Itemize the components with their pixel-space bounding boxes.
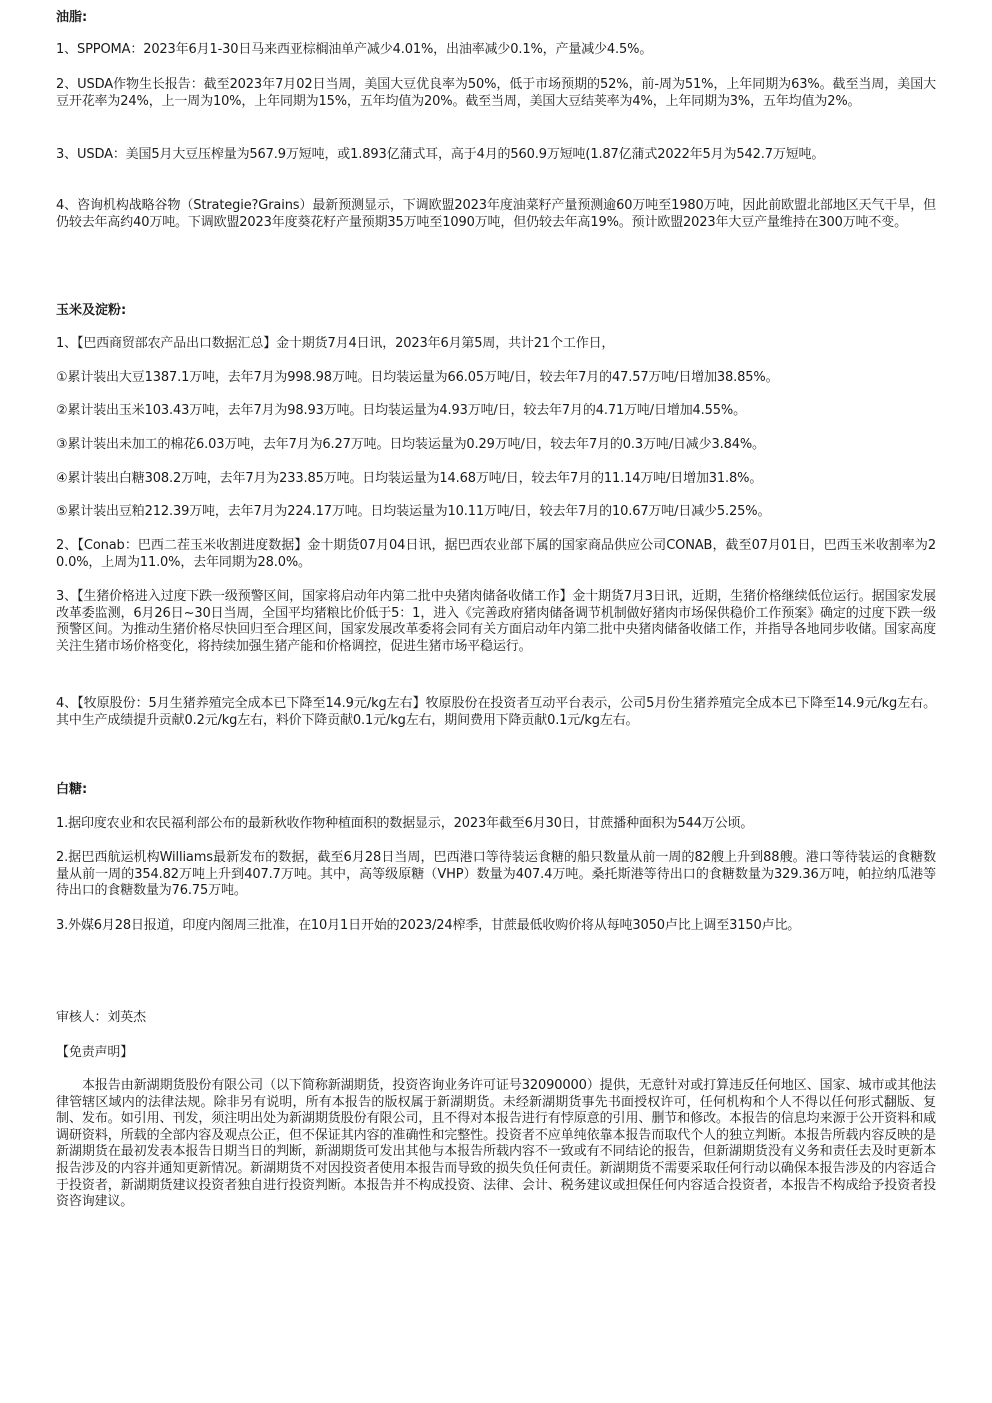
corn-sub-soybean: ①累计装出大豆1387.1万吨，去年7月为998.98万吨。日均装运量为66.05万吨/日，较去年7月的47.57万吨/日增加38.85%。 [56,370,779,385]
corn-sub-corn: ②累计装出玉米103.43万吨，去年7月为98.93万吨。日均装运量为4.93万吨/日，较去年7月的4.71万吨/日增加4.55%。 [56,403,746,418]
disclaimer-title: 【免责声明】 [56,1045,134,1060]
oils-item-2: 2、USDA作物生长报告：截至2023年7月02日当周，美国大豆优良率为50%，低于市场预期的52%，前-周为51%，上年同期为63%。截至当周，美国大豆开花率为24%，上一周为10%，上年同期为15%，五年均值为20%。截至当周，美国大豆结荚率为4%，上年同期为3%，五年均值为2%。 [56,77,936,109]
section-heading-oils: 油脂: [56,10,88,25]
section-heading-sugar: 白糖: [56,782,88,797]
corn-sub-sugar: ④累计装出白糖308.2万吨，去年7月为233.85万吨。日均装运量为14.68万吨/日，较去年7月的11.14万吨/日增加31.8%。 [56,471,763,486]
corn-item-1: 1、【巴西商贸部农产品出口数据汇总】金十期货7月4日讯，2023年6月第5周，共计21个工作日， [56,336,615,351]
sugar-item-2: 2.据巴西航运机构Williams最新发布的数据，截至6月28日当周，巴西港口等待装运食糖的船只数量从前一周的82艘上升到88艘。港口等待装运的食糖数量从前一周的354.82万吨上升到407.7万吨。其中，高等级原糖（VHP）数量为407.4万吨。桑托斯港等待出口的食糖数量为329.36万吨，帕拉纳瓜港等待出口的食糖数量为76.75万吨。 [56,850,936,899]
section-heading-corn: 玉米及淀粉: [56,303,127,318]
corn-sub-cotton: ③累计装出未加工的棉花6.03万吨，去年7月为6.27万吨。日均装运量为0.29万吨/日，较去年7月的0.3万吨/日减少3.84%。 [56,437,765,452]
corn-sub-soymeal: ⑤累计装出豆粕212.39万吨，去年7月为224.17万吨。日均装运量为10.11万吨/日，较去年7月的10.67万吨/日减少5.25%。 [56,504,771,519]
sugar-item-1: 1.据印度农业和农民福利部公布的最新秋收作物种植面积的数据显示，2023年截至6月30日，甘蔗播种面积为544万公顷。 [56,816,754,831]
oils-item-1: 1、SPPOMA：2023年6月1-30日马来西亚棕榈油单产减少4.01%，出油率减少0.1%，产量减少4.5%。 [56,42,653,57]
reviewer: 审核人：刘英杰 [56,1010,146,1025]
oils-item-3: 3、USDA：美国5月大豆压榨量为567.9万短吨，或1.893亿蒲式耳，高于4月的560.9万短吨(1.87亿蒲式2022年5月为542.7万短吨。 [56,147,825,162]
oils-item-4: 4、咨询机构战略谷物（Strategie?Grains）最新预测显示，下调欧盟2023年度油菜籽产量预测逾60万吨至1980万吨，因此前欧盟北部地区天气干旱，但仍较去年高约40万吨。下调欧盟2023年度葵花籽产量预期35万吨至1090万吨，但仍较去年高19%。预计欧盟2023年大豆产量维持在300万吨不变。 [56,198,936,230]
corn-item-2: 2、【Conab：巴西二茬玉米收割进度数据】金十期货07月04日讯，据巴西农业部下属的国家商品供应公司CONAB，截至07月01日，巴西玉米收割率为20.0%，上周为11.0%，去年同期为28.0%。 [56,538,936,570]
corn-item-4: 4、【牧原股份：5月生猪养殖完全成本已下降至14.9元/kg左右】牧原股份在投资者互动平台表示，公司5月份生猪养殖完全成本已下降至14.9元/kg左右。其中生产成绩提升贡献0.2元/kg左右，料价下降贡献0.1元/kg左右，期间费用下降贡献0.1元/kg左右。 [56,696,936,728]
sugar-item-3: 3.外媒6月28日报道，印度内阁周三批准，在10月1日开始的2023/24榨季，甘蔗最低收购价将从每吨3050卢比上调至3150卢比。 [56,918,801,933]
corn-item-3: 3、【生猪价格进入过度下跌一级预警区间，国家将启动年内第二批中央猪肉储备收储工作】金十期货7月3日讯，近期，生猪价格继续低位运行。据国家发展改革委监测，6月26日~30日当周，全国平均猪粮比价低于5：1，进入《完善政府猪肉储备调节机制做好猪肉市场保供稳价工作预案》确定的过度下跌一级预警区间。为推动生猪价格尽快回归至合理区间，国家发展改革委将会同有关方面启动年内第二批中央猪肉储备收储工作，并指导各地同步收储。国家高度关注生猪市场价格变化，将持续加强生猪产能和价格调控，促进生猪市场平稳运行。 [56,589,936,654]
disclaimer-text: 本报告由新湖期货股份有限公司（以下简称新湖期货，投资咨询业务许可证号32090000）提供，无意针对或打算违反任何地区、国家、城市或其他法律管辖区域内的法律法规。除非另有说明，所有本报告的版权属于新湖期货。未经新湖期货事先书面授权许可，任何机构和个人不得以任何形式翻版、复制、发布。如引用、刊发，须注明出处为新湖期货股份有限公司，且不得对本报告进行有悖原意的引用、删节和修改。本报告的信息均来源于公开资料和咸调研资料，所载的全部内容及观点公正，但不保证其内容的准确性和完整性。投资者不应单纯依靠本报告而取代个人的独立判断。本报告所载内容反映的是新湖期货在最初发表本报告日期当日的判断，新湖期货可发出其他与本报告所载内容不一致或有不同结论的报告，但新湖期货没有义务和责任去及时更新本报告涉及的内容并通知更新情况。新湖期货不对因投资者使用本报告而导致的损失负任何责任。新湖期货不需要采取任何行动以确保本报告涉及的内容适合于投资者，新湖期货建议投资者独自进行投资判断。本报告并不构成投资、法律、会计、税务建议或担保任何内容适合投资者，本报告不构成给予投资者投资咨询建议。 [56,1078,936,1210]
